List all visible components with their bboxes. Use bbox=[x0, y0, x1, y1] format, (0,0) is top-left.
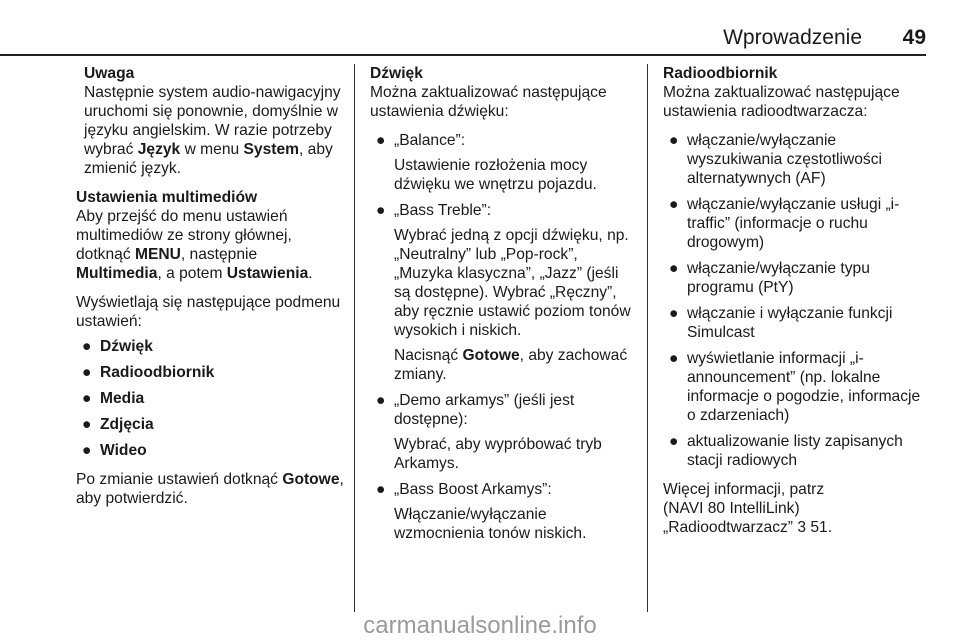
list-item-label: włączanie/wyłączanie typu programu (PtY) bbox=[687, 260, 870, 296]
p3-text-2: , aby potwierdzić. bbox=[76, 471, 344, 507]
more-info bbox=[663, 480, 928, 537]
note-text-1: Następnie system audio-nawigacyjny uruchomi się ponownie, domyślnie w języku angielskim. W razie potrzeby wybrać bbox=[84, 84, 341, 158]
list-item bbox=[370, 131, 638, 194]
reference-title: „Radioodtwarzacz” bbox=[663, 519, 793, 536]
p1-bold-multimedia: Multimedia bbox=[76, 265, 158, 282]
note-text bbox=[84, 83, 346, 178]
list-item bbox=[663, 304, 928, 342]
bullet-icon: ● bbox=[82, 338, 92, 355]
column-3 bbox=[663, 64, 928, 537]
header-rule bbox=[0, 54, 926, 56]
page-number: 49 bbox=[902, 26, 926, 49]
item-label: „Bass Treble”: bbox=[394, 202, 492, 219]
note-text-2: w menu bbox=[180, 141, 244, 158]
note-box bbox=[76, 64, 346, 178]
list-item bbox=[76, 337, 346, 356]
note-text-3: , aby zmienić język. bbox=[84, 141, 333, 177]
note-bold-system: System bbox=[243, 141, 299, 158]
note-title: Uwaga bbox=[84, 65, 135, 82]
list-item bbox=[663, 349, 928, 425]
item-label: „Demo arkamys” (jeśli jest dostępne): bbox=[394, 392, 575, 428]
list-item-label: aktualizowanie listy zapisanych stacji radiowych bbox=[687, 433, 903, 469]
paragraph-sound-intro: Można zaktualizować następujące ustawienia dźwięku: bbox=[370, 84, 607, 120]
p1-text-1: Aby przejść do menu ustawień multimediów ze strony głównej, dotknąć bbox=[76, 208, 292, 263]
column-divider-1 bbox=[354, 64, 355, 612]
p1-text-3: , a potem bbox=[157, 265, 227, 282]
list-item bbox=[76, 415, 346, 434]
bullet-icon: ● bbox=[669, 433, 679, 450]
bullet-icon: ● bbox=[82, 416, 92, 433]
list-item bbox=[663, 259, 928, 297]
paragraph-menu-path bbox=[76, 207, 346, 283]
note-bold-language: Język bbox=[137, 141, 181, 158]
bullet-icon: ● bbox=[669, 305, 679, 322]
p1-text-4: . bbox=[308, 265, 313, 282]
list-item-label: Wideo bbox=[100, 442, 147, 459]
item-extra-text-2: , aby zachować zmiany. bbox=[394, 347, 628, 383]
bullet-icon: ● bbox=[669, 196, 679, 213]
radio-settings-list bbox=[663, 131, 928, 470]
item-label: „Balance”: bbox=[394, 132, 466, 149]
list-item-label: Radioodbiornik bbox=[100, 364, 215, 381]
bullet-icon: ● bbox=[376, 132, 386, 149]
list-item bbox=[76, 389, 346, 408]
list-item bbox=[370, 201, 638, 384]
submenu-list bbox=[76, 337, 346, 460]
paragraph-radio-intro: Można zaktualizować następujące ustawienia radioodtwarzacza: bbox=[663, 84, 900, 120]
item-description: Wybrać, aby wypróbować tryb Arkamys. bbox=[394, 436, 602, 472]
item-label: „Bass Boost Arkamys”: bbox=[394, 481, 552, 498]
bullet-icon: ● bbox=[376, 392, 386, 409]
p1-text-2: , następnie bbox=[180, 246, 258, 263]
paragraph-confirm bbox=[76, 470, 346, 508]
list-item-label: Dźwięk bbox=[100, 338, 153, 355]
list-item-label: włączanie/wyłączanie wyszukiwania częstotliwości alternatywnych (AF) bbox=[687, 132, 882, 187]
bullet-icon: ● bbox=[669, 350, 679, 367]
list-item bbox=[663, 131, 928, 188]
section-heading-sound: Dźwięk bbox=[370, 65, 423, 82]
paragraph-submenus: Wyświetlają się następujące podmenu ustawień: bbox=[76, 294, 341, 330]
p3-bold-done: Gotowe bbox=[282, 471, 340, 488]
section-heading-radio: Radioodbiornik bbox=[663, 65, 778, 82]
item-extra-bold-done: Gotowe bbox=[462, 347, 520, 364]
reference-arrow-icon: 3 bbox=[797, 519, 807, 536]
column-divider-2 bbox=[647, 64, 648, 612]
list-item-label: Zdjęcia bbox=[100, 416, 154, 433]
item-extra-text-1: Nacisnąć bbox=[394, 347, 463, 364]
section-heading-multimedia: Ustawienia multimediów bbox=[76, 189, 258, 206]
list-item bbox=[76, 363, 346, 382]
bullet-icon: ● bbox=[669, 132, 679, 149]
list-item bbox=[370, 480, 638, 543]
more-info-line-2: (NAVI 80 IntelliLink) bbox=[663, 500, 800, 517]
bullet-icon: ● bbox=[82, 364, 92, 381]
item-description: Włączanie/wyłączanie wzmocnienia tonów niskich. bbox=[394, 506, 587, 542]
reference-page-link[interactable]: 51. bbox=[806, 519, 833, 536]
more-info-line-3 bbox=[663, 518, 928, 537]
bullet-icon: ● bbox=[376, 202, 386, 219]
sound-settings-list bbox=[370, 131, 638, 543]
p1-bold-settings: Ustawienia bbox=[226, 265, 309, 282]
bullet-icon: ● bbox=[376, 481, 386, 498]
list-item-label: wyświetlanie informacji „i-announcement” (np. lokalne informacje o pogodzie, informacje o zdarzeniach) bbox=[687, 350, 921, 424]
item-description: Ustawienie rozłożenia mocy dźwięku we wnętrzu pojazdu. bbox=[394, 157, 597, 193]
item-extra bbox=[394, 346, 638, 384]
list-item bbox=[663, 195, 928, 252]
page-section-title: Wprowadzenie bbox=[723, 26, 862, 49]
column-1 bbox=[76, 64, 346, 518]
page-header bbox=[0, 0, 960, 60]
list-item bbox=[370, 391, 638, 473]
p1-bold-menu: MENU bbox=[134, 246, 181, 263]
bullet-icon: ● bbox=[82, 390, 92, 407]
more-info-line-1: Więcej informacji, patrz bbox=[663, 481, 825, 498]
watermark: carmanualsonline.info bbox=[363, 612, 597, 639]
column-2 bbox=[370, 64, 638, 553]
bullet-icon: ● bbox=[82, 442, 92, 459]
list-item bbox=[76, 441, 346, 460]
item-description: Wybrać jedną z opcji dźwięku, np. „Neutralny” lub „Pop-rock”, „Muzyka klasyczna”, „Jazz” (jeśli są dostępne). Wybrać „Ręczny”, aby ręcznie ustawić poziom tonów wysokich i niskich. bbox=[394, 227, 631, 339]
list-item-label: włączanie i wyłączanie funkcji Simulcast bbox=[687, 305, 893, 341]
bullet-icon: ● bbox=[669, 260, 679, 277]
list-item-label: włączanie/wyłączanie usługi „i-traffic” (informacje o ruchu drogowym) bbox=[687, 196, 900, 251]
list-item-label: Media bbox=[100, 390, 145, 407]
p3-text-1: Po zmianie ustawień dotknąć bbox=[76, 471, 283, 488]
list-item bbox=[663, 432, 928, 470]
